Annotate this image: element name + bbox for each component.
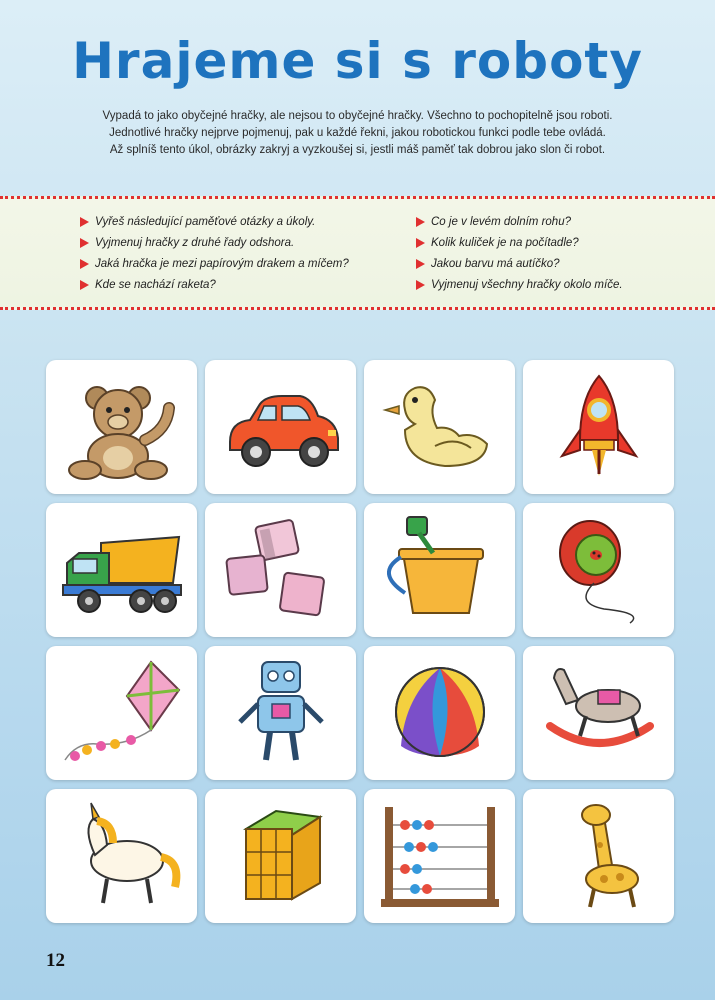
intro-line: Až splníš tento úkol, obrázky zakryj a vyzkoušej si, jestli máš paměť tak dobrou jako slon či robot. bbox=[109, 144, 606, 156]
toy-card bbox=[364, 789, 515, 923]
arrow-bullet-icon bbox=[416, 238, 425, 248]
rubber-duck-icon bbox=[375, 370, 505, 485]
toy-card bbox=[46, 789, 197, 923]
toy-card bbox=[364, 360, 515, 494]
arrow-bullet-icon bbox=[80, 259, 89, 269]
abacus-icon bbox=[375, 799, 505, 914]
page-title: Hrajeme si s roboty bbox=[72, 32, 643, 90]
task-item bbox=[80, 253, 349, 274]
toy-card bbox=[46, 646, 197, 780]
rocket-icon bbox=[534, 370, 664, 485]
task-text: Kde se nachází raketa? bbox=[95, 278, 216, 291]
toy-card bbox=[46, 360, 197, 494]
unicorn-icon bbox=[57, 799, 187, 914]
toy-card bbox=[364, 646, 515, 780]
arrow-bullet-icon bbox=[416, 217, 425, 227]
task-item bbox=[416, 232, 623, 253]
toy-car-icon bbox=[216, 370, 346, 485]
arrow-bullet-icon bbox=[416, 280, 425, 290]
page-number: 12 bbox=[46, 950, 65, 971]
task-text: Vyjmenuj hračky z druhé řady odshora. bbox=[95, 236, 295, 249]
tasks-left-column bbox=[80, 211, 349, 295]
tasks-band bbox=[0, 196, 715, 310]
task-item bbox=[416, 274, 623, 295]
sand-bucket-icon bbox=[375, 513, 505, 628]
tasks-right-column bbox=[416, 211, 623, 295]
toy-blocks-icon bbox=[216, 513, 346, 628]
teddy-bear-icon bbox=[57, 370, 187, 485]
rocking-horse-icon bbox=[534, 656, 664, 771]
toy-card bbox=[523, 646, 674, 780]
arrow-bullet-icon bbox=[80, 280, 89, 290]
task-item bbox=[80, 232, 349, 253]
yo-yo-icon bbox=[534, 513, 664, 628]
task-text: Jaká hračka je mezi papírovým drakem a míčem? bbox=[95, 257, 349, 270]
toy-card bbox=[523, 789, 674, 923]
toy-card bbox=[205, 360, 356, 494]
task-item bbox=[416, 253, 623, 274]
toy-card bbox=[523, 360, 674, 494]
giraffe-icon bbox=[534, 799, 664, 914]
task-item bbox=[80, 274, 349, 295]
task-text: Kolik kuliček je na počítadle? bbox=[431, 236, 579, 249]
toy-card bbox=[205, 503, 356, 637]
dump-truck-icon bbox=[57, 513, 187, 628]
robot-icon bbox=[216, 656, 346, 771]
arrow-bullet-icon bbox=[80, 238, 89, 248]
intro-line: Vypadá to jako obyčejné hračky, ale nejsou to obyčejné hračky. Všechno to pochopitelně jsou roboti. bbox=[102, 110, 613, 122]
task-text: Vyjmenuj všechny hračky okolo míče. bbox=[431, 278, 623, 291]
task-item bbox=[416, 211, 623, 232]
toy-card bbox=[364, 503, 515, 637]
beach-ball-icon bbox=[375, 656, 505, 771]
rubiks-cube-icon bbox=[216, 799, 346, 914]
toy-card bbox=[523, 503, 674, 637]
intro-line: Jednotlivé hračky nejprve pojmenuj, pak u každé řekni, jakou robotickou funkci podle tebe ovládá. bbox=[109, 127, 606, 139]
task-item bbox=[80, 211, 349, 232]
toy-card bbox=[205, 646, 356, 780]
kite-icon bbox=[57, 656, 187, 771]
toy-card bbox=[46, 503, 197, 637]
toy-card-grid bbox=[46, 360, 674, 923]
toy-card bbox=[205, 789, 356, 923]
arrow-bullet-icon bbox=[416, 259, 425, 269]
arrow-bullet-icon bbox=[80, 217, 89, 227]
intro-text bbox=[60, 108, 655, 159]
task-text: Vyřeš následující paměťové otázky a úkoly. bbox=[95, 215, 316, 228]
task-text: Jakou barvu má autíčko? bbox=[431, 257, 560, 270]
task-text: Co je v levém dolním rohu? bbox=[431, 215, 571, 228]
